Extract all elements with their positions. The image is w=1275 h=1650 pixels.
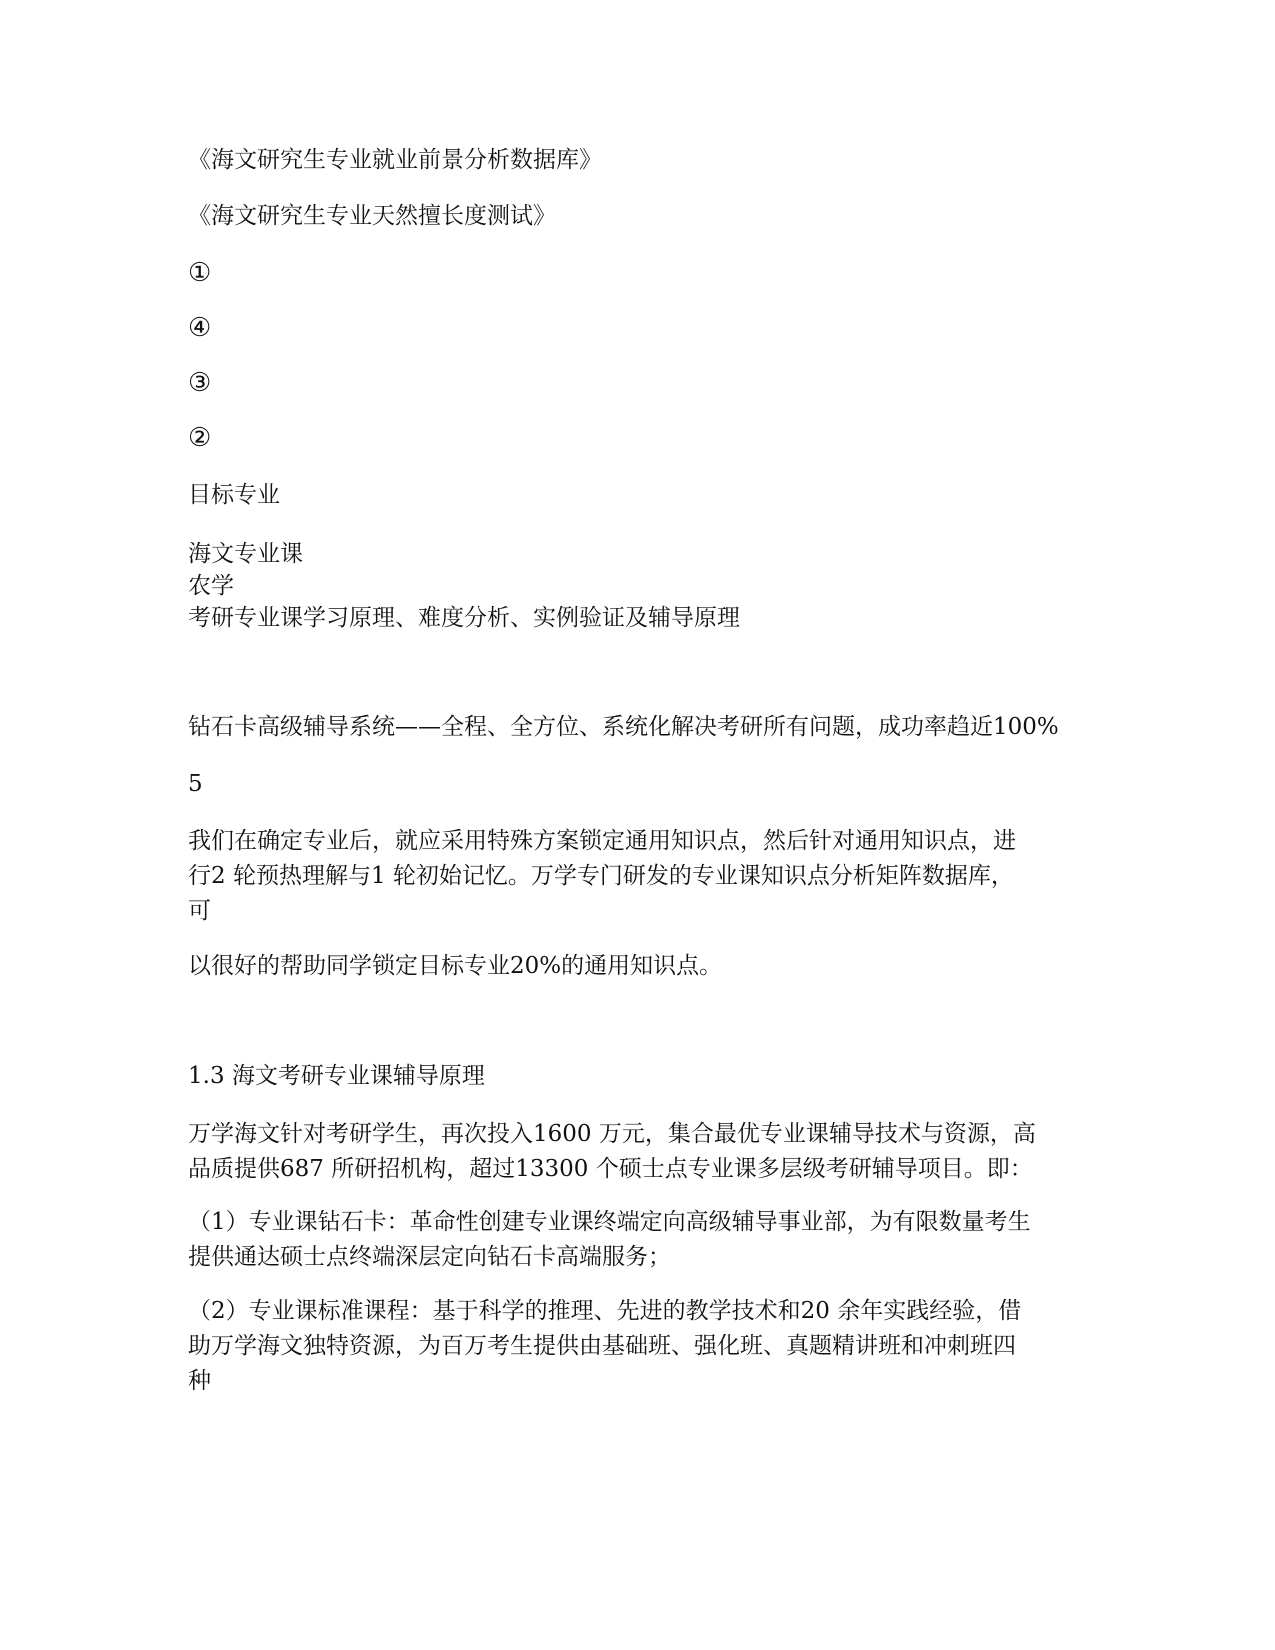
item-2-line-1: （2）专业课标准课程：基于科学的推理、先进的教学技术和20 余年实践经验，借 [188,1298,1022,1324]
step-marker-2: ② [188,423,212,453]
list-item-diamond-card [188,1205,1088,1275]
item-1-line-2: 提供通达硕士点终端深层定向钻石卡高端服务； [188,1244,671,1270]
step-marker-3: ③ [188,368,212,398]
target-major-label: 目标专业 [188,482,280,508]
subject-block [188,538,1088,634]
section-heading-1-3: 1.3 海文考研专业课辅导原理 [188,1063,485,1089]
paragraph-1-line-3: 可 [188,898,211,924]
step-marker-1: ① [188,258,212,288]
paragraph-1-line-1: 我们在确定专业后，就应采用特殊方案锁定通用知识点，然后针对通用知识点，进 [188,828,1016,854]
subject-line-1: 海文专业课 [188,541,303,567]
subject-line-3: 考研专业课学习原理、难度分析、实例验证及辅导原理 [188,605,740,631]
subject-line-2: 农学 [188,573,234,599]
diamond-card-heading: 钻石卡高级辅导系统——全程、全方位、系统化解决考研所有问题，成功率趋近100% [188,714,1059,740]
list-item-standard-course [188,1294,1088,1399]
paragraph-investment [188,1117,1088,1187]
database-title-aptitude-test: 《海文研究生专业天然擅长度测试》 [188,203,556,229]
step-marker-4: ④ [188,313,212,343]
paragraph-1-line-2: 行2 轮预热理解与1 轮初始记忆。万学专门研发的专业课知识点分析矩阵数据库， [188,863,1014,889]
paragraph-knowledge-points [188,824,1088,929]
paragraph-general-knowledge: 以很好的帮助同学锁定目标专业20%的通用知识点。 [188,953,723,979]
item-1-line-1: （1）专业课钻石卡：革命性创建专业课终端定向高级辅导事业部，为有限数量考生 [188,1209,1031,1235]
database-title-employment: 《海文研究生专业就业前景分析数据库》 [188,147,602,173]
item-2-line-3: 种 [188,1368,211,1394]
paragraph-3-line-1: 万学海文针对考研学生，再次投入1600 万元，集合最优专业课辅导技术与资源，高 [188,1121,1036,1147]
paragraph-3-line-2: 品质提供687 所研招机构，超过13300 个硕士点专业课多层级考研辅导项目。即： [188,1156,1033,1182]
page-number: 5 [188,771,203,797]
item-2-line-2: 助万学海文独特资源，为百万考生提供由基础班、强化班、真题精讲班和冲刺班四 [188,1333,1016,1359]
